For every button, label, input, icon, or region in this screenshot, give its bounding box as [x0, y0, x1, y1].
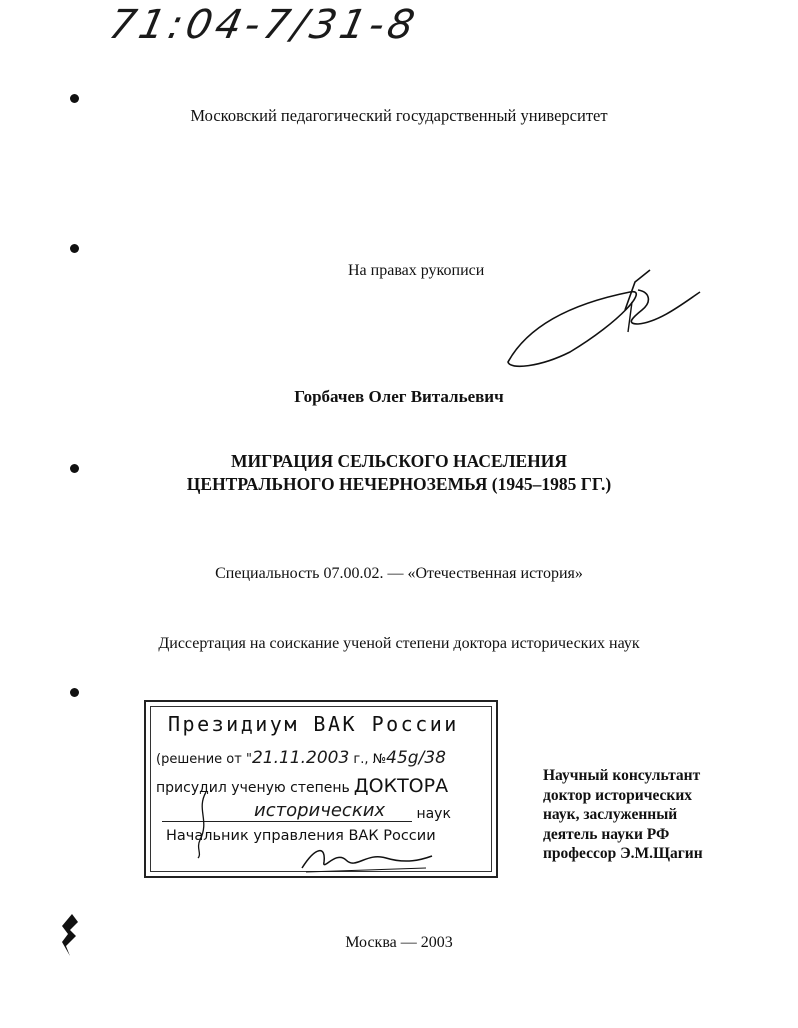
field-suffix: наук	[416, 806, 451, 822]
author-name: Горбачев Олег Витальевич	[294, 387, 504, 406]
university-name: Московский педагогический государственный университет	[190, 106, 608, 125]
decision-prefix: (решение от "	[156, 752, 252, 767]
binding-hole-mark	[70, 244, 79, 253]
award-text: присудил ученую степень	[156, 780, 350, 796]
decision-number: 45g/38	[386, 748, 446, 768]
dissertation-title-line-1: МИГРАЦИЯ СЕЛЬСКОГО НАСЕЛЕНИЯ	[230, 451, 568, 471]
author-signature	[500, 262, 710, 372]
vak-stamp	[144, 700, 498, 878]
dissertation-degree-line: Диссертация на соискание ученой степени доктора исторических наук	[158, 635, 640, 652]
binding-hole-mark	[70, 94, 79, 103]
consultant-line-1: Научный консультант	[543, 767, 701, 784]
archive-reference-number: 71:04-7/31-8	[105, 2, 423, 48]
stamp-decision-row	[156, 748, 446, 768]
dissertation-title-line-2: ЦЕНТРАЛЬНОГО НЕЧЕРНОЗЕМЬЯ (1945–1985 ГГ.)	[186, 474, 612, 494]
stamp-organization: Президиум ВАК России	[168, 712, 459, 736]
stamp-chief-row: Начальник управления ВАК России	[166, 828, 436, 844]
scientific-consultant	[543, 766, 703, 864]
consultant-line-5: профессор Э.М.Щагин	[543, 845, 703, 862]
stamp-signature-icon	[296, 842, 436, 876]
manuscript-rights-note: На правах рукописи	[348, 262, 485, 279]
specialty-line: Специальность 07.00.02. — «Отечественная история»	[215, 565, 583, 582]
stamp-scribble-icon	[186, 790, 216, 860]
decision-date: 21.11.2003	[251, 748, 350, 768]
consultant-line-4: деятель науки РФ	[543, 825, 670, 843]
consultant-line-2: доктор исторических	[543, 786, 692, 804]
consultant-line-3: наук, заслуженный	[543, 806, 678, 823]
degree-level: ДОКТОРА	[353, 775, 449, 797]
binding-hole-mark	[70, 688, 79, 697]
decision-year-suffix: г., №	[349, 752, 387, 767]
city-year: Москва — 2003	[345, 934, 453, 951]
field-handwritten: исторических	[254, 800, 386, 821]
